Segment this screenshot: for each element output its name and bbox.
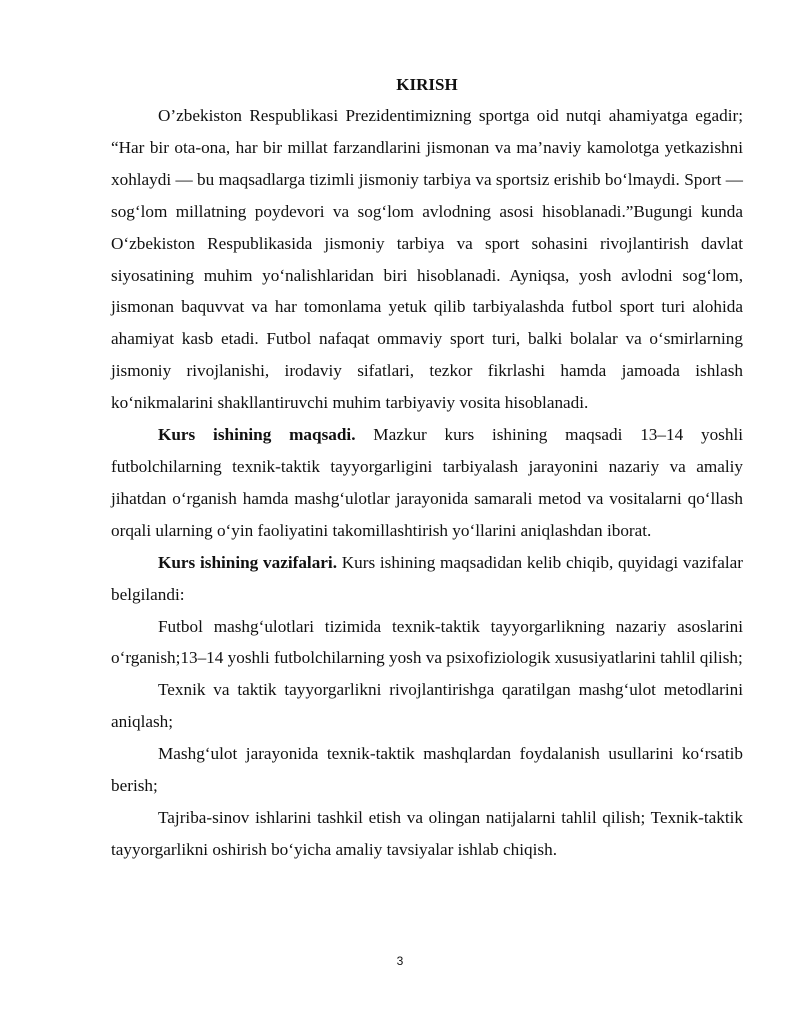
tasks-paragraph <box>111 547 743 611</box>
task-item-2: Texnik va taktik tayyorgarlikni rivojlantirishga qaratilgan mashg‘ulot metodlarini aniqlash; <box>111 680 743 732</box>
page-title: KIRISH <box>396 75 458 94</box>
tasks-text: Kurs ishining maqsadidan kelib chiqib, quyidagi vazifalar belgilandi: <box>111 552 743 604</box>
goal-text: Mazkur kurs ishining maqsadi 13–14 yoshli futbolchilarning texnik-taktik tayyorgarligini tarbiyalash jarayonini nazariy va amaliy jihatdan o‘rganish hamda mashg‘ulotlar jarayonida samarali metod va vositalarni qo‘llash orqali ularning o‘yin faoliyatini takomillashtirish yo‘llarini aniqlashdan iborat. <box>111 425 743 540</box>
tasks-label: Kurs ishining vazifalari. <box>158 552 337 572</box>
page-number: 3 <box>396 954 404 968</box>
task-item-4: Tajriba-sinov ishlarini tashkil etish va olingan natijalarni tahlil qilish; Texnik-taktik tayyorgarlikni oshirish bo‘yicha amaliy tavsiyalar ishlab chiqish. <box>111 807 743 859</box>
goal-paragraph <box>111 419 743 547</box>
task-item-3: Mashg‘ulot jarayonida texnik-taktik mashqlardan foydalanish usullarini ko‘rsatib berish; <box>111 744 743 796</box>
page-content <box>111 74 743 866</box>
goal-label: Kurs ishining maqsadi. <box>158 425 356 445</box>
task-item-1: Futbol mashg‘ulotlari tizimida texnik-taktik tayyorgarlikning nazariy asoslarini o‘rganish;13–14 yoshli futbolchilarning yosh va psixofiziologik xususiyatlarini tahlil qilish; <box>111 616 743 668</box>
intro-paragraph: O’zbekiston Respublikasi Prezidentimizning sportga oid nutqi ahamiyatga egadir; “Har bir ota-ona, har bir millat farzandlarini jismonan va ma’naviy kamolotga yetkazishni xohlaydi — bu maqsadlarga tizimli jismoniy tarbiya va sportsiz erishib bo‘lmaydi. Sport — sog‘lom millatning poydevori va sog‘lom avlodning asosi hisoblanadi.”Bugungi kunda O‘zbekiston Respublikasida jismoniy tarbiya va sport sohasini rivojlantirish davlat siyosatining muhim yo‘nalishlaridan biri hisoblanadi. Ayniqsa, yosh avlodni sog‘lom, jismonan baquvvat va har tomonlama yetuk qilib tarbiyalashda futbol sport turi alohida ahamiyat kasb etadi. Futbol nafaqat ommaviy sport turi, balki bolalar va o‘smirlarning jismoniy rivojlanishi, irodaviy sifatlari, tezkor fikrlashi hamda jamoada ishlash ko‘nikmalarini shakllantiruvchi muhim tarbiyaviy vosita hisoblanadi. <box>111 106 743 413</box>
